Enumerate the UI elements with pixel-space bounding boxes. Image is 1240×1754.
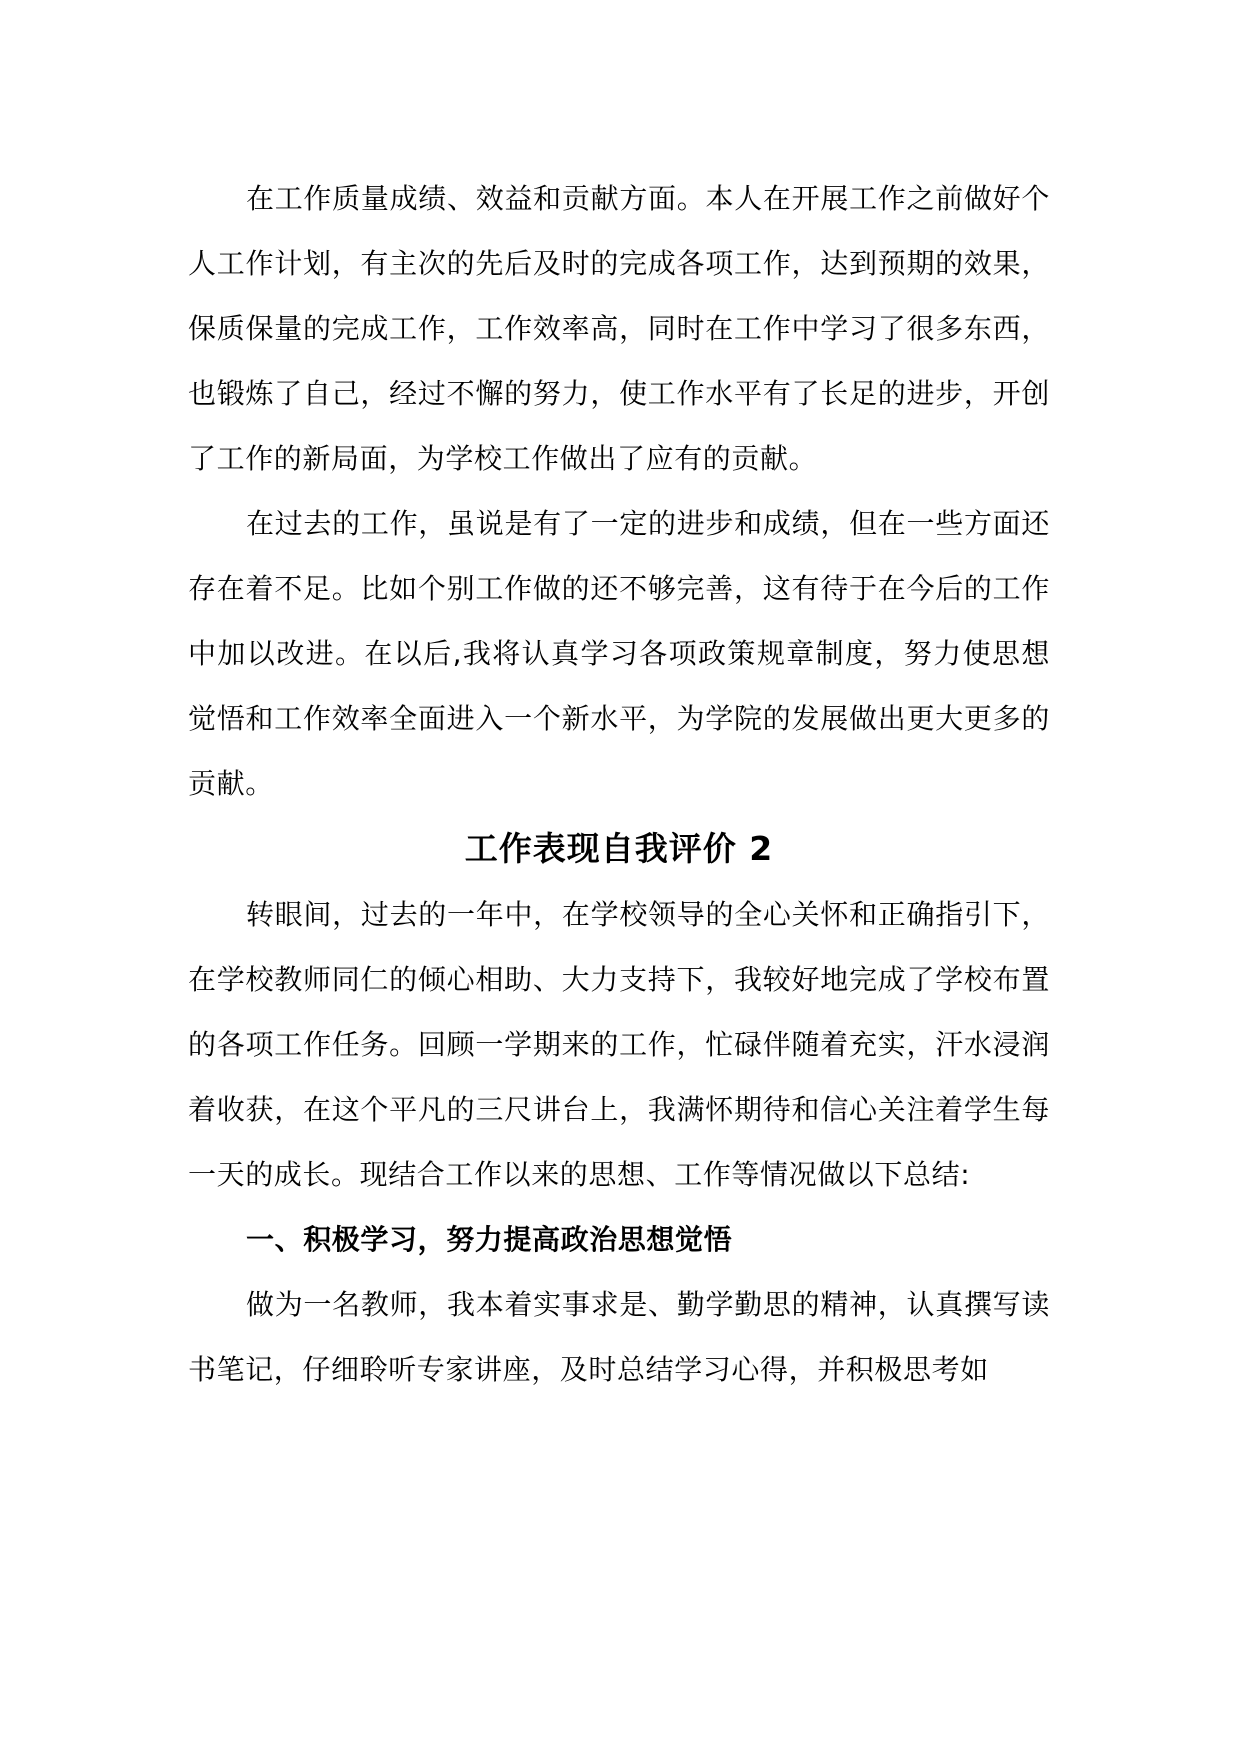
subheading-political-study: 一、积极学习，努力提高政治思想觉悟 [246,1223,733,1256]
section-title: 工作表现自我评价 2 [464,829,774,868]
document-body [188,166,1050,1402]
paragraph-teacher-study: 做为一名教师，我本着实事求是、勤学勤思的精神，认真撰写读书笔记，仔细聆听专家讲座，及时总结学习心得，并积极思考如 [188,1288,1050,1386]
paragraph-shortcomings: 在过去的工作，虽说是有了一定的进步和成绩，但在一些方面还存在着不足。比如个别工作做的还不够完善，这有待于在今后的工作中加以改进。在以后,我将认真学习各项政策规章制度，努力使思想觉悟和工作效率全面进入一个新水平，为学院的发展做出更大更多的贡献。 [188,507,1050,800]
paragraph-intro: 转眼间，过去的一年中，在学校领导的全心关怀和正确指引下，在学校教师同仁的倾心相助、大力支持下，我较好地完成了学校布置的各项工作任务。回顾一学期来的工作，忙碌伴随着充实，汗水浸润着收获，在这个平凡的三尺讲台上，我满怀期待和信心关注着学生每一天的成长。现结合工作以来的思想、工作等情况做以下总结: [188,898,1050,1191]
paragraph-quality-contribution: 在工作质量成绩、效益和贡献方面。本人在开展工作之前做好个人工作计划，有主次的先后及时的完成各项工作，达到预期的效果，保质保量的完成工作，工作效率高，同时在工作中学习了很多东西，也锻炼了自己，经过不懈的努力，使工作水平有了长足的进步，开创了工作的新局面，为学校工作做出了应有的贡献。 [188,182,1050,475]
